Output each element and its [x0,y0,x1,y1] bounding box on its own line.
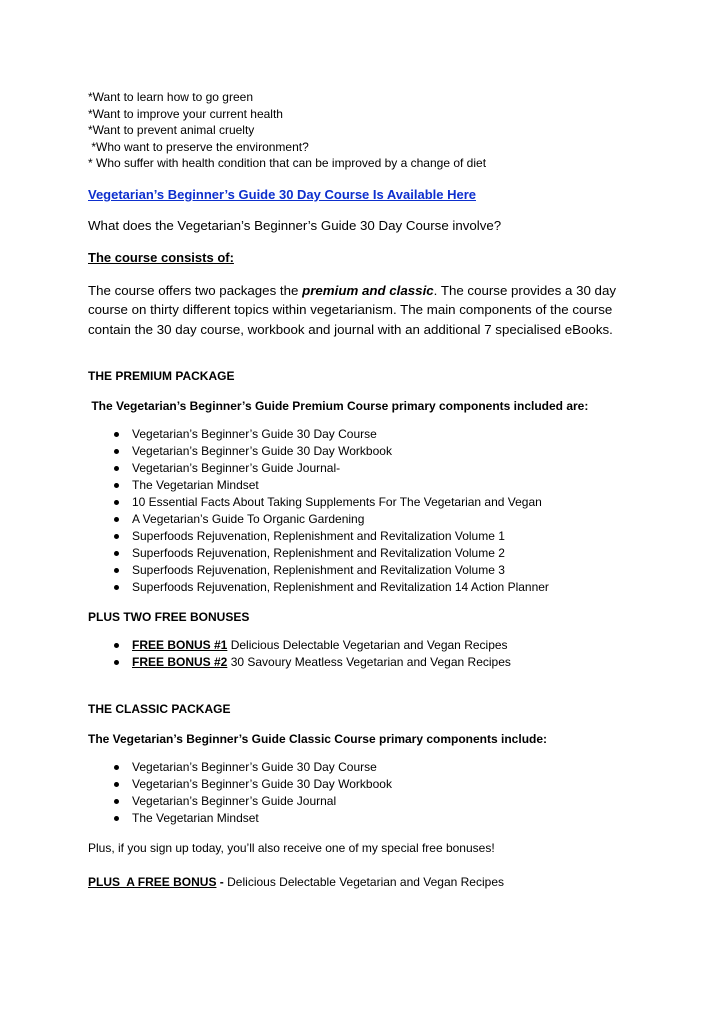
list-item [88,637,648,654]
course-link[interactable]: Vegetarian’s Beginner’s Guide 30 Day Course Is Available Here [88,186,476,202]
list-item [88,494,648,511]
final-bonus-label: PLUS A FREE BONUS [88,875,217,890]
bonus-text: Delicious Delectable Vegetarian and Vegan Recipes [227,638,508,653]
premium-list [88,426,648,596]
list-item-text: Vegetarian’s Beginner’s Guide 30 Day Workbook [132,777,392,792]
list-item [88,759,648,776]
bullet-icon [114,660,119,665]
classic-list [88,759,648,827]
bullet-icon [114,432,119,437]
list-item-text: Superfoods Rejuvenation, Replenishment and Revitalization 14 Action Planner [132,580,549,595]
list-item [88,776,648,793]
bonus-label: FREE BONUS #1 [132,638,228,653]
bullet-icon [114,643,119,648]
list-item [88,810,648,827]
list-item [88,654,648,671]
bullet-icon [114,782,119,787]
intro-line: *Want to learn how to go green [88,90,253,104]
course-question: What does the Vegetarian’s Beginner’s Guide 30 Day Course involve? [88,217,502,233]
bonuses-heading: PLUS TWO FREE BONUSES [88,610,250,625]
final-bonus [88,874,648,891]
premium-heading: THE PREMIUM PACKAGE [88,369,235,384]
list-item-text: 10 Essential Facts About Taking Supplements For The Vegetarian and Vegan [132,495,542,510]
list-item-text: A Vegetarian’s Guide To Organic Gardening [132,512,365,527]
bullet-icon [114,816,119,821]
list-item [88,443,648,460]
bullet-icon [114,799,119,804]
description-emphasis: premium and classic [302,282,434,298]
classic-heading: THE CLASSIC PACKAGE [88,702,231,717]
list-item-text: Vegetarian’s Beginner’s Guide 30 Day Course [132,427,377,442]
list-item [88,545,648,562]
bonus-list [88,637,648,671]
list-item [88,579,648,596]
final-bonus-text: Delicious Delectable Vegetarian and Vegan Recipes [227,875,504,890]
list-item-text: Superfoods Rejuvenation, Replenishment and Revitalization Volume 1 [132,529,505,544]
list-item [88,528,648,545]
bullet-icon [114,500,119,505]
list-item-text: Superfoods Rejuvenation, Replenishment and Revitalization Volume 2 [132,546,505,561]
list-item [88,793,648,810]
list-item [88,511,648,528]
bullet-icon [114,466,119,471]
list-item [88,562,648,579]
description-start: The course offers two packages the [88,282,303,298]
description-end: . The course provides a 30 day course on thirty different topics within vegetarianism. The main components of the course contain the 30 day course, workbook and journal with an additional 7 specialised eBooks. [88,282,616,337]
intro-line: *Want to improve your current health [88,106,283,121]
intro-line: *Who want to preserve the environment? [88,139,309,154]
list-item-text: Vegetarian’s Beginner’s Guide 30 Day Workbook [132,444,392,459]
bullet-icon [114,568,119,573]
final-bonus-dash: - [216,875,228,890]
document-page [88,89,648,891]
bullet-icon [114,534,119,539]
bullet-icon [114,765,119,770]
premium-subheading: The Vegetarian’s Beginner’s Guide Premium Course primary components included are: [88,399,589,414]
bullet-icon [114,449,119,454]
signup-text: Plus, if you sign up today, you’ll also receive one of my special free bonuses! [88,841,495,856]
list-item [88,477,648,494]
bullet-icon [114,483,119,488]
bullet-icon [114,551,119,556]
bonus-text: 30 Savoury Meatless Vegetarian and Vegan Recipes [227,655,511,670]
intro-list [88,89,648,172]
intro-line: * Who suffer with health condition that can be improved by a change of diet [88,156,487,171]
consists-heading: The course consists of: [88,249,234,265]
list-item-text: Vegetarian’s Beginner’s Guide Journal [132,794,337,809]
list-item-text: The Vegetarian Mindset [132,811,259,826]
classic-subheading: The Vegetarian’s Beginner’s Guide Classic Course primary components include: [88,732,548,747]
bonus-label: FREE BONUS #2 [132,655,228,670]
list-item [88,460,648,477]
list-item-text: The Vegetarian Mindset [132,478,259,493]
bullet-icon [114,585,119,590]
bullet-icon [114,517,119,522]
list-item-text: Vegetarian’s Beginner’s Guide Journal- [132,461,341,476]
list-item-text: Vegetarian’s Beginner’s Guide 30 Day Course [132,760,377,775]
intro-line: *Want to prevent animal cruelty [88,123,255,138]
course-description [88,281,648,340]
list-item [88,426,648,443]
list-item-text: Superfoods Rejuvenation, Replenishment and Revitalization Volume 3 [132,563,505,578]
